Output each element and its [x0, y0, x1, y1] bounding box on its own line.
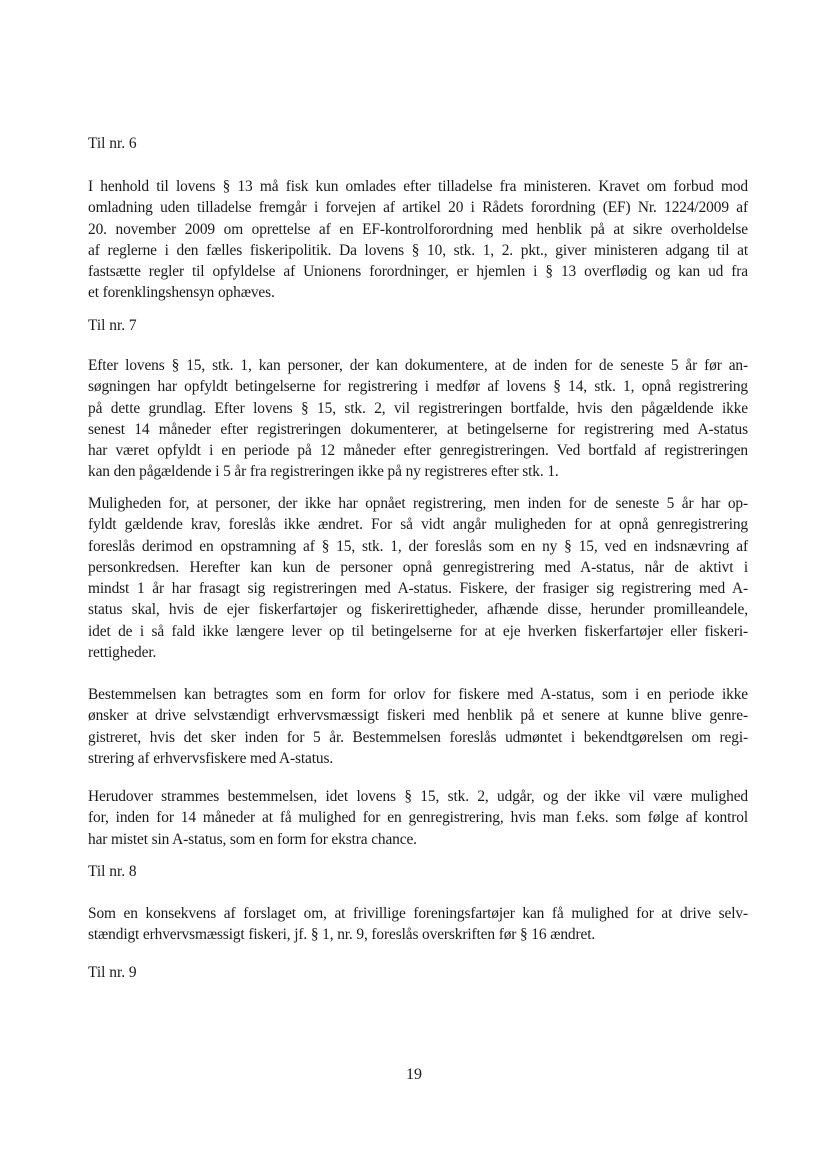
paragraph-line: har været opfyldt i en periode på 12 måneder efter genregistreringen. Ved bortfald af registreringen	[88, 442, 748, 460]
paragraph-genregistrering	[88, 355, 748, 483]
paragraph-line: har mistet sin A-status, som en form for ekstra chance.	[88, 830, 417, 848]
paragraph-omladning	[88, 176, 748, 304]
heading-til-nr-9: Til nr. 9	[88, 964, 137, 981]
paragraph-konsekvens	[88, 903, 748, 946]
paragraph-line: senest 14 måneder efter registreringen dokumenterer, at betingelserne for registrering med A-status	[88, 420, 748, 438]
paragraph-line: mindst 1 år har frasagt sig registreringen med A-status. Fiskere, der frasiger sig registrering med A-	[88, 580, 748, 598]
heading-til-nr-6: Til nr. 6	[88, 135, 137, 152]
paragraph-line: kan den pågældende i 5 år fra registreringen ikke på ny registreres efter stk. 1.	[88, 463, 559, 481]
paragraph-line: Bestemmelsen kan betragtes som en form for orlov for fiskere med A-status, som i en periode ikke	[88, 686, 748, 703]
paragraph-line: Som en konsekvens af forslaget om, at frivillige foreningsfartøjer kan få mulighed for at drive selv-	[88, 905, 748, 922]
paragraph-orlov	[88, 684, 748, 769]
paragraph-line: fastsætte regler til opfyldelse af Unionens forordninger, er hjemlen i § 13 overflødig og kan ud fra	[88, 263, 748, 281]
paragraph-line: ønsker at drive selvstændigt erhvervsmæssigt fiskeri med henblik på et senere at kunne blive genre-	[88, 707, 748, 725]
paragraph-line: Herudover strammes bestemmelsen, idet lovens § 15, stk. 2, udgår, og der ikke vil være mulighed	[88, 788, 748, 805]
paragraph-line: omladning uden tilladelse fremgår i forvejen af artikel 20 i Rådets forordning (EF) Nr. 1224/2009 af	[88, 199, 748, 217]
paragraph-line: søgningen har opfyldt betingelserne for registrering i medfør af lovens § 14, stk. 1, opnå registrering	[88, 378, 748, 396]
paragraph-line: stændigt erhvervsmæssigt fiskeri, jf. § 1, nr. 9, foreslås overskriften før § 16 ændret.	[88, 926, 596, 944]
heading-til-nr-8: Til nr. 8	[88, 863, 137, 880]
page-number: 19	[406, 1066, 422, 1083]
paragraph-line: 20. november 2009 om oprettelse af en EF-kontrolforordning med henblik på at sikre overholdelse	[88, 220, 748, 238]
paragraph-line: status skal, hvis de ejer fiskerfartøjer og fiskerirettigheder, afhænde disse, herunder promilleandele,	[88, 601, 748, 619]
paragraph-line: af reglerne i den fælles fiskeripolitik. Da lovens § 10, stk. 1, 2. pkt., giver ministeren adgang til at	[88, 241, 748, 259]
paragraph-line: på dette grundlag. Efter lovens § 15, stk. 2, vil registreringen bortfalde, hvis den pågældende ikke	[88, 399, 748, 417]
paragraph-line: Muligheden for, at personer, der ikke har opnået registrering, men inden for de seneste 5 år har op-	[88, 495, 748, 512]
paragraph-line: et forenklingshensyn ophæves.	[88, 284, 275, 302]
paragraph-muligheden	[88, 493, 748, 663]
paragraph-line: idet de i så fald ikke længere lever op til betingelserne for at eje hverken fiskerfartøjer eller fiskeri-	[88, 622, 748, 640]
paragraph-line: strering af erhvervsfiskere med A-status.	[88, 749, 334, 767]
paragraph-line: personkredsen. Herefter kan kun de personer opnå genregistrering med A-status, når de aktivt i	[88, 558, 748, 576]
paragraph-line: gistreret, hvis det sker inden for 5 år. Bestemmelsen foreslås udmøntet i bekendtgørelsen om regi-	[88, 728, 748, 746]
paragraph-line: Efter lovens § 15, stk. 1, kan personer, der kan dokumentere, at de inden for de seneste 5 år før an-	[88, 357, 748, 374]
paragraph-line: fyldt gældende krav, foreslås ikke ændret. For så vidt angår muligheden for at opnå genregistrering	[88, 516, 748, 534]
heading-til-nr-7: Til nr. 7	[88, 317, 137, 334]
paragraph-line: rettigheder.	[88, 644, 157, 662]
paragraph-line: for, inden for 14 måneder at få mulighed for en genregistrering, hvis man f.eks. som følge af kontrol	[88, 809, 748, 827]
paragraph-line: I henhold til lovens § 13 må fisk kun omlades efter tilladelse fra ministeren. Kravet om forbud mod	[88, 178, 748, 195]
paragraph-line: foreslås derimod en opstramning af § 15, stk. 1, der foreslås som en ny § 15, ved en indsnævring af	[88, 537, 748, 555]
paragraph-herudover	[88, 786, 748, 850]
